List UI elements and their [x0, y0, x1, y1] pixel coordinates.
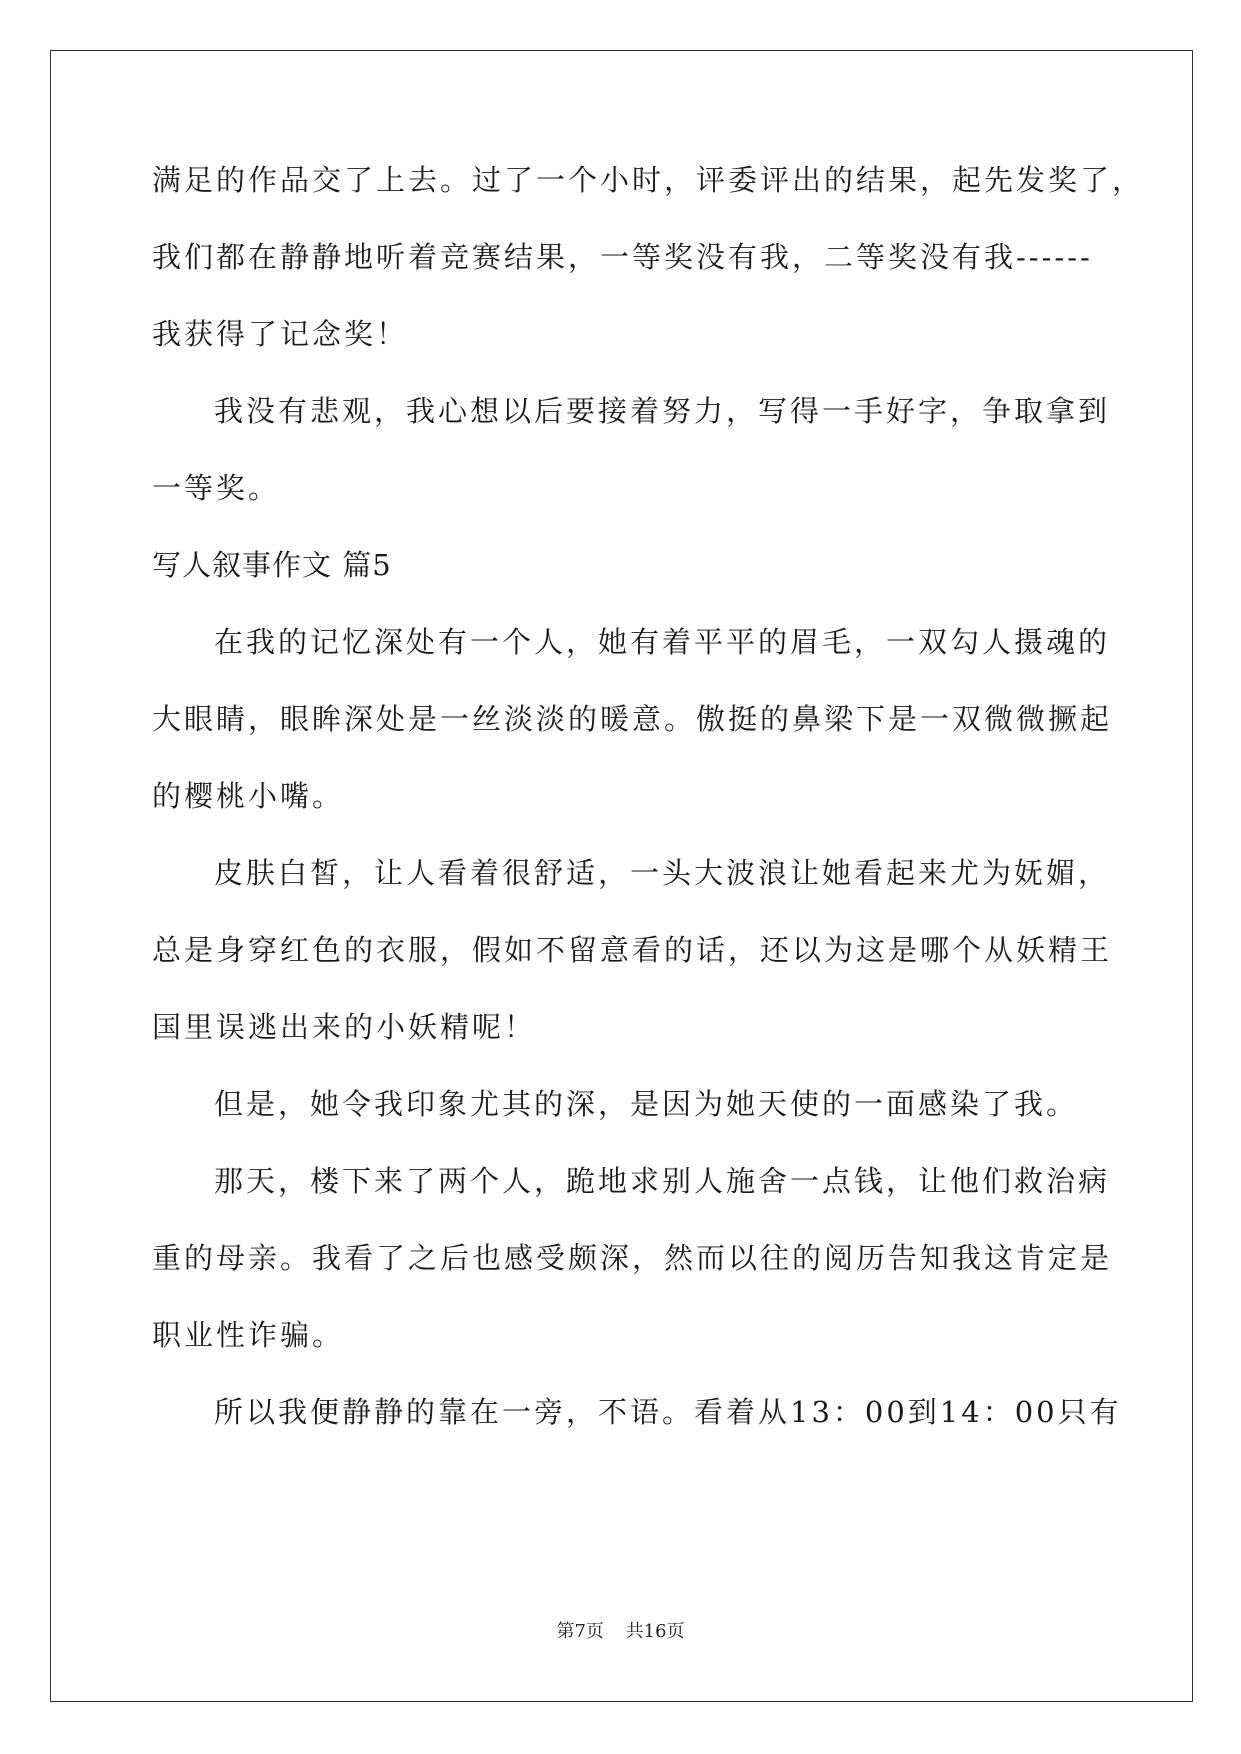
paragraph-start: 但是，她令我印象尤其的深，是因为她天使的一面感染了我。 — [214, 1087, 1079, 1121]
text-line: 我们都在静静地听着竞赛结果，一等奖没有我，二等奖没有我------ — [152, 240, 1093, 274]
text-line: 满足的作品交了上去。过了一个小时，评委评出的结果，起先发奖了， — [152, 163, 1145, 197]
text-line: 国里误逃出来的小妖精呢！ — [152, 1010, 537, 1044]
text-line: 的樱桃小嘴。 — [152, 779, 345, 813]
text-line: 重的母亲。我看了之后也感受颇深，然而以往的阅历告知我这肯定是 — [152, 1241, 1113, 1275]
document-body — [152, 160, 1145, 1469]
paragraph-start: 我没有悲观，我心想以后要接着努力，写得一手好字，争取拿到 — [214, 394, 1111, 428]
paragraph-start: 那天，楼下来了两个人，跪地求别人施舍一点钱，让他们救治病 — [214, 1164, 1111, 1198]
page-total: 共16页 — [625, 1621, 685, 1642]
text-line: 我获得了记念奖！ — [152, 317, 409, 351]
text-line: 大眼睛，眼眸深处是一丝淡淡的暖意。傲挺的鼻梁下是一双微微撅起 — [152, 702, 1113, 736]
paragraph-start: 皮肤白皙，让人看着很舒适，一头大波浪让她看起来尤为妩媚， — [214, 856, 1111, 890]
page-number: 第7页 — [556, 1621, 604, 1642]
page-footer — [0, 1617, 1241, 1643]
text-line: 职业性诈骗。 — [152, 1318, 345, 1352]
paragraph-start: 所以我便静静的靠在一旁，不语。看着从13：00到14：00只有 — [214, 1395, 1122, 1429]
text-line: 总是身穿红色的衣服，假如不留意看的话，还以为这是哪个从妖精王 — [152, 933, 1113, 967]
section-heading: 写人叙事作文 篇5 — [152, 548, 392, 582]
paragraph-start: 在我的记忆深处有一个人，她有着平平的眉毛，一双勾人摄魂的 — [214, 625, 1111, 659]
text-line: 一等奖。 — [152, 471, 281, 505]
